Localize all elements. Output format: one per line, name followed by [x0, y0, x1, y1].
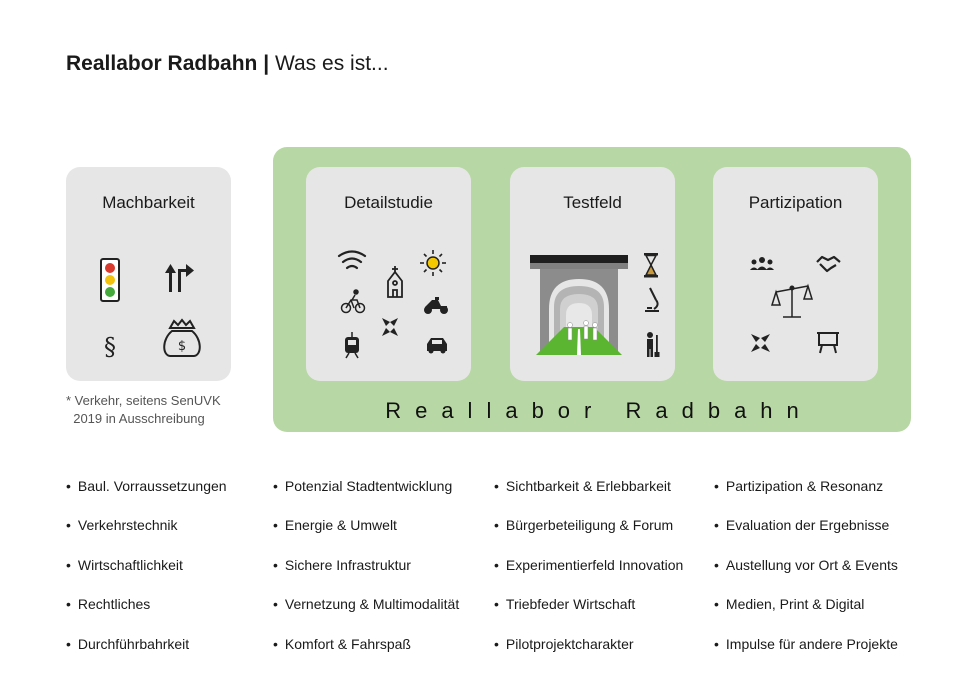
presentation-board-icon: [817, 333, 839, 353]
list-item: • Sichtbarkeit & Erlebbarkeit: [494, 476, 683, 515]
list-item: • Potenzial Stadtentwicklung: [273, 476, 459, 515]
paragraph-icon: [104, 333, 116, 361]
list-item: • Durchführbahrkeit: [66, 634, 227, 673]
title-bold: Reallabor Radbahn: [66, 52, 258, 75]
list-item: • Triebfeder Wirtschaft: [494, 594, 683, 633]
list-item: • Wirtschaftlichkeit: [66, 555, 227, 594]
compress-arrows-icon: [751, 334, 770, 352]
road-sign-arrows-icon: [165, 264, 194, 292]
title-separator: |: [263, 52, 270, 75]
title-subtitle: Was es ist...: [274, 52, 389, 75]
card-machbarkeit: [66, 167, 231, 381]
card-title-detailstudie: Detailstudie: [344, 193, 433, 212]
list-item: • Bürgerbeteiligung & Forum: [494, 515, 683, 554]
sun-icon: [420, 250, 446, 276]
reallabor-banner: Reallabor Radbahn: [385, 398, 813, 423]
list-machbarkeit: [66, 476, 227, 673]
balance-scale-icon: [772, 286, 812, 317]
traffic-light-icon: [101, 259, 119, 301]
microscope-icon: [645, 288, 659, 311]
scooter-icon: [424, 297, 448, 314]
page-title: [66, 52, 389, 76]
list-item: • Rechtliches: [66, 594, 227, 633]
list-detailstudie: [273, 476, 459, 673]
list-item: • Baul. Vorraussetzungen: [66, 476, 227, 515]
card-title-machbarkeit: Machbarkeit: [102, 193, 195, 212]
card-testfeld: [510, 167, 675, 381]
list-item: • Experimentierfeld Innovation: [494, 555, 683, 594]
svg-text:$: $: [177, 339, 187, 354]
card-detailstudie: [306, 167, 471, 381]
tram-icon: [345, 332, 359, 358]
list-item: • Medien, Print & Digital: [714, 594, 898, 633]
compass-arrows-icon: [382, 318, 398, 336]
money-bag-icon: [164, 320, 200, 356]
list-item: • Vernetzung & Multimodalität: [273, 594, 459, 633]
worker-shovel-icon: [647, 332, 660, 357]
list-testfeld: [494, 476, 683, 673]
car-icon: [427, 338, 447, 354]
list-item: • Pilotprojektcharakter: [494, 634, 683, 673]
card-partizipation: [713, 167, 878, 381]
list-item: • Energie & Umwelt: [273, 515, 459, 554]
group-icon: [750, 257, 774, 270]
list-item: • Austellung vor Ort & Events: [714, 555, 898, 594]
list-item: • Komfort & Fahrspaß: [273, 634, 459, 673]
list-item: • Verkehrstechnik: [66, 515, 227, 554]
footnote: * Verkehr, seitens SenUVK 2019 in Ausschreibung: [66, 393, 221, 426]
list-item: • Impulse für andere Projekte: [714, 634, 898, 673]
handshake-icon: [817, 257, 840, 271]
card-title-partizipation: Partizipation: [748, 193, 843, 212]
list-item: • Sichere Infrastruktur: [273, 555, 459, 594]
cyclist-icon: [342, 290, 365, 313]
wifi-icon: [339, 252, 365, 269]
svg-text:§: §: [104, 333, 116, 361]
list-item: • Evaluation der Ergebnisse: [714, 515, 898, 554]
hourglass-icon: [644, 253, 658, 278]
list-item: • Partizipation & Resonanz: [714, 476, 898, 515]
viaduct-bike-lane-icon: [530, 255, 628, 355]
list-partizipation: [714, 476, 898, 673]
card-title-testfeld: Testfeld: [563, 193, 622, 212]
church-icon: [388, 266, 402, 297]
